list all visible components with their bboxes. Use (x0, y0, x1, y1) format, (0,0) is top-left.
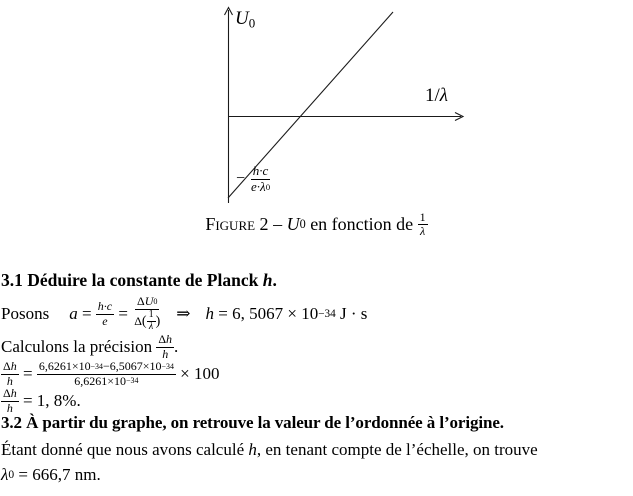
intercept-label (236, 164, 272, 195)
section-3-2-heading: 3.2 À partir du graphe, on retrouve la valeur de l’ordonnée à l’origine. (1, 413, 504, 432)
caption-figure-number: Figure 2 (205, 213, 269, 234)
dh-over-h-fraction: Δ h h (3, 358, 17, 388)
precision-computation-line: Δ h h = 6,6261×10 −34 − 6,5067×10 −34 6,6261×10 −34 × 100 (3, 358, 220, 388)
figure-plot (0, 0, 633, 210)
etant-donne-line: Étant donné que nous avons calculé h , en tenant compte de l’échelle, on trouve (1, 440, 538, 459)
section-3-1-heading: 3.1 Déduire la constante de Planck h . (1, 270, 277, 290)
y-axis-label: $U_0$ (235, 8, 256, 31)
caption-fraction: $\frac{1}{\lambda}$ (419, 210, 426, 239)
posons-word: Posons (1, 304, 50, 323)
minus-sign: − (236, 170, 246, 188)
dh-over-h-fraction: Δ h h (158, 331, 173, 361)
numeric-fraction: 6,6261×10 −34 − 6,5067×10 −34 6,6261×10 −34 (38, 358, 174, 388)
lambda-result-line: λ 0 = 666,7 nm. (1, 465, 101, 484)
precision-result-line: Δ h h = 1, 8%. (3, 385, 81, 415)
deltaU-over-delta-lambda-fraction: Δ U 0 Δ ( $\frac{1}{\lambda}$ ) (134, 294, 161, 333)
intercept-fraction: h·c e·λ 0 (251, 163, 271, 195)
figure-caption: Figure 2 – U 0 en fonction de $\frac{1}{\lambda}$ (205, 210, 426, 239)
posons-equation-line: Posons a = $\frac{h\cdot c}{e}$ = Δ U 0 Δ ( $\frac{1}{\lambda}$ ) ⇒ h = 6, 5067 × 10 −34 J · s (1, 294, 368, 333)
x-axis-label: 1/λ (425, 85, 449, 106)
precision-sentence-line: Calculons la précision Δ h h . (1, 331, 179, 361)
dh-over-h-fraction: Δ h h (3, 385, 17, 415)
implies-arrow: ⇒ (176, 304, 191, 323)
hc-over-e-fraction: $\frac{h\cdot c}{e}$ (97, 298, 113, 328)
